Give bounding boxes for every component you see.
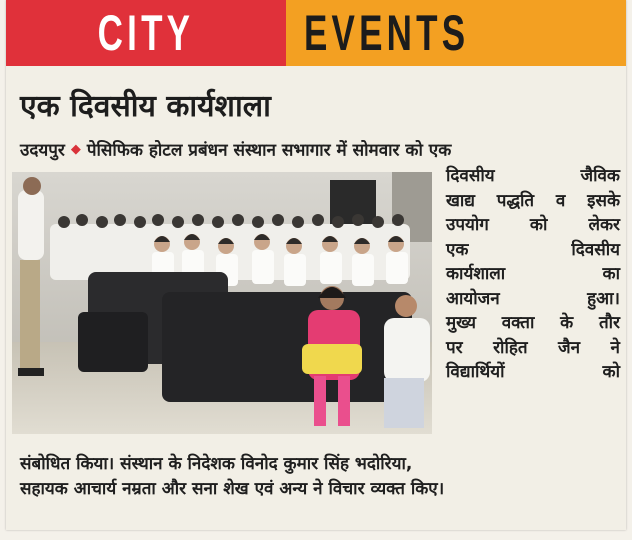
banner-right-block	[286, 0, 626, 66]
article-headline: एक दिवसीय कार्यशाला	[20, 89, 271, 124]
banner-word-city: CITY	[97, 5, 195, 61]
banner-left-block	[6, 0, 286, 66]
side-line: कार्यशाला का	[446, 264, 620, 284]
diamond-bullet-icon: ◆	[70, 142, 81, 157]
workshop-audience-photo	[12, 172, 432, 434]
section-banner	[6, 0, 626, 66]
article-bottom-text	[20, 452, 620, 501]
banner-word-events: EVENTS	[304, 5, 470, 61]
news-clipping	[6, 0, 626, 530]
side-line: खाद्य पद्धति व इसके	[446, 190, 620, 211]
side-line: विद्यार्थियों को	[446, 362, 620, 382]
bottom-line: सहायक आचार्य नम्रता और सना शेख एवं अन्य ने विचार व्यक्त किए।	[20, 478, 445, 499]
event-photo	[12, 172, 432, 434]
side-line: मुख्य वक्ता के तौर	[446, 313, 620, 333]
side-line: उपयोग को लेकर	[446, 215, 620, 235]
article-dateline: उदयपुर	[20, 140, 65, 161]
bottom-line: संबोधित किया। संस्थान के निदेशक विनोद कुमार सिंह भदोरिया,	[20, 454, 413, 474]
article-side-column	[446, 164, 620, 385]
article-lead-text: पेसिफिक होटल प्रबंधन संस्थान सभागार में सोमवार को एक	[86, 140, 452, 161]
article-first-line	[20, 138, 620, 163]
side-line: एक दिवसीय	[446, 239, 620, 260]
side-line: दिवसीय जैविक	[446, 166, 620, 186]
side-line: पर रोहित जैन ने	[446, 337, 620, 358]
side-line: आयोजन हुआ।	[446, 288, 620, 309]
